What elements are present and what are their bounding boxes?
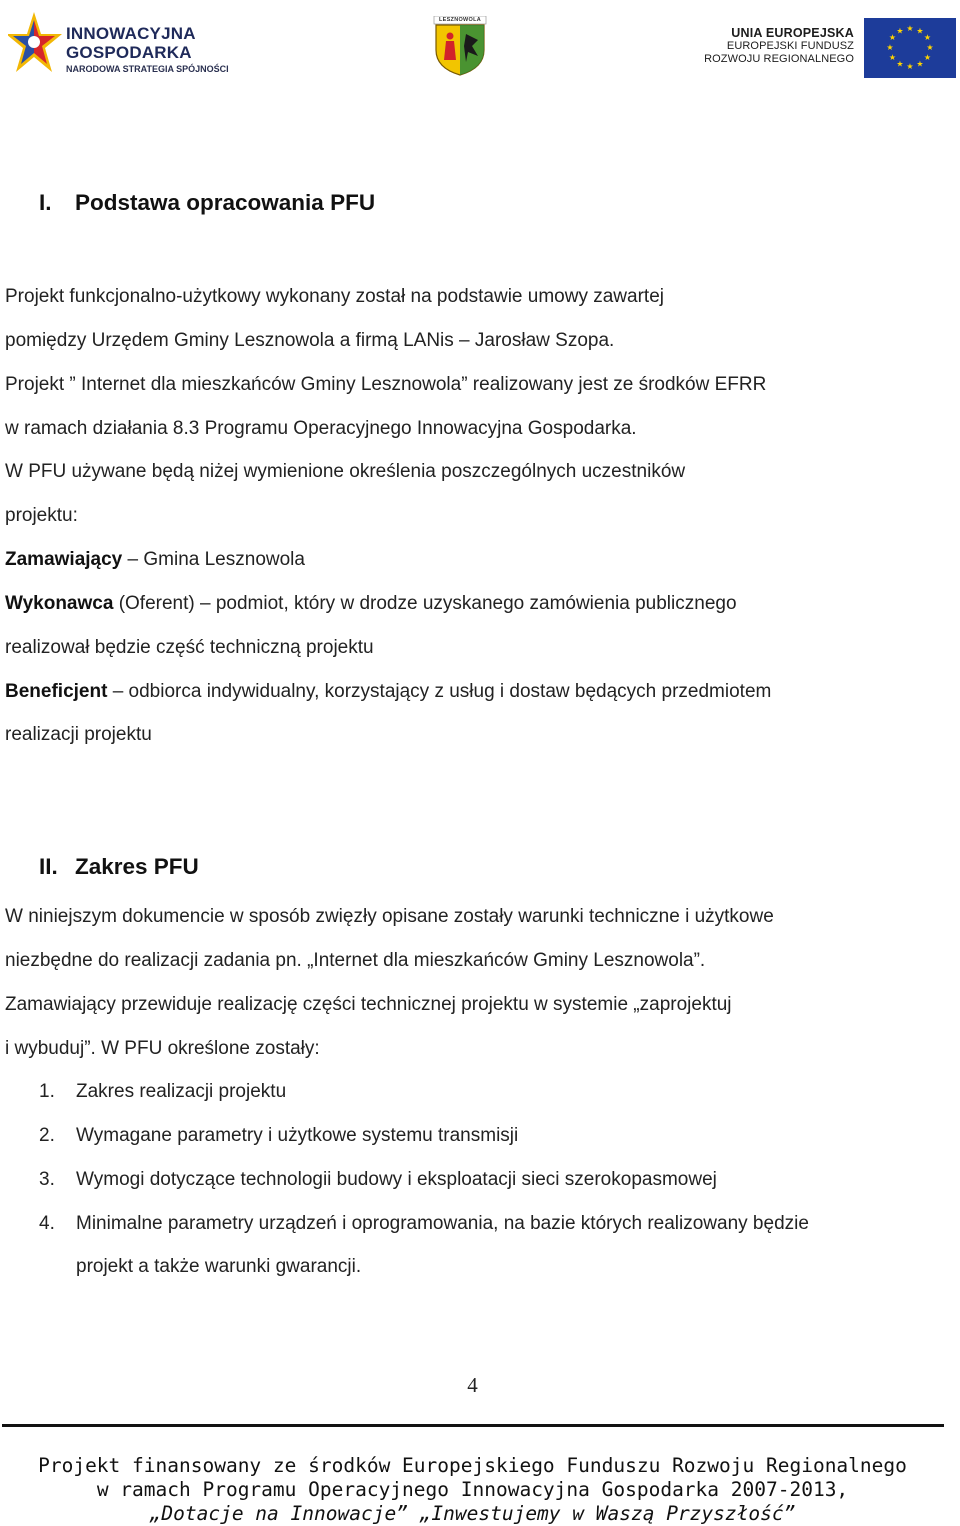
list-item-number: 4. xyxy=(39,1213,55,1234)
definition-text: – Gmina Lesznowola xyxy=(122,549,305,570)
svg-text:★: ★ xyxy=(896,26,904,36)
section-2-title: Zakres PFU xyxy=(75,854,199,879)
section-1-number: I. xyxy=(39,190,52,215)
definition-text: – odbiorca indywidualny, korzystający z usług i dostaw będących przedmiotem xyxy=(107,681,772,702)
list-item-number: 2. xyxy=(39,1125,55,1146)
svg-text:★: ★ xyxy=(886,43,894,52)
coat-of-arms-label: LESZNOWOLA xyxy=(438,17,482,23)
definition-wykonawca xyxy=(5,593,737,615)
paragraph-line: Projekt ” Internet dla mieszkańców Gminy Lesznowola” realizowany jest ze środków EFRR xyxy=(5,374,767,395)
list-item xyxy=(39,1125,518,1147)
list-item xyxy=(39,1081,286,1103)
list-item-text: Minimalne parametry urządzeń i oprogramowania, na bazie których realizowany będzie xyxy=(76,1213,809,1234)
paragraph-line: niezbędne do realizacji zadania pn. „Internet dla mieszkańców Gminy Lesznowola”. xyxy=(5,950,706,971)
eu-line1: UNIA EUROPEJSKA xyxy=(731,26,854,40)
paragraph-line: pomiędzy Urzędem Gminy Lesznowola a firmą LANis – Jarosław Szopa. xyxy=(5,330,615,351)
footer-line1: Projekt finansowany ze środków Europejskiego Funduszu Rozwoju Regionalnego xyxy=(38,1454,907,1477)
list-item-number: 3. xyxy=(39,1169,55,1190)
definition-continuation: realizacji projektu xyxy=(5,724,152,745)
svg-text:★: ★ xyxy=(888,53,897,62)
paragraph-line: Projekt funkcjonalno-użytkowy wykonany został na podstawie umowy zawartej xyxy=(5,286,664,307)
eu-line2: EUROPEJSKI FUNDUSZ xyxy=(726,40,854,52)
page-number: 4 xyxy=(467,1373,478,1397)
definition-term: Zamawiający xyxy=(5,549,123,570)
section-2-number: II. xyxy=(39,854,58,879)
list-item-text: Zakres realizacji projektu xyxy=(76,1081,287,1102)
lesznowola-coat-of-arms-icon xyxy=(432,16,488,76)
ig-logo-line2: GOSPODARKA xyxy=(66,43,192,62)
paragraph-line: projektu: xyxy=(5,505,78,526)
paragraph-line: W niniejszym dokumencie w sposób zwięzły opisane zostały warunki techniczne i użytkowe xyxy=(5,906,774,927)
section-1-title: Podstawa opracowania PFU xyxy=(75,190,376,215)
innowacyjna-gospodarka-logo xyxy=(8,10,228,80)
svg-text:★: ★ xyxy=(896,59,904,69)
definition-continuation: realizował będzie część techniczną projektu xyxy=(5,637,374,658)
footer-divider xyxy=(2,1424,944,1427)
list-item-text: Wymagane parametry i użytkowe systemu transmisji xyxy=(76,1125,519,1146)
svg-text:★: ★ xyxy=(916,26,924,36)
eu-text-block xyxy=(700,26,854,66)
page-header xyxy=(0,0,960,90)
ig-logo-line1: INNOWACYJNA xyxy=(66,24,196,43)
paragraph-line: W PFU używane będą niżej wymienione określenia poszczególnych uczestników xyxy=(5,461,686,482)
list-item-number: 1. xyxy=(39,1081,55,1102)
svg-text:★: ★ xyxy=(906,24,914,33)
list-item xyxy=(39,1213,809,1235)
svg-text:★: ★ xyxy=(916,59,924,69)
list-item-continuation: projekt a także warunki gwarancji. xyxy=(76,1256,362,1277)
definition-beneficjent xyxy=(5,681,771,703)
svg-text:★: ★ xyxy=(923,53,932,62)
section-2-heading xyxy=(39,854,199,880)
section-1-heading xyxy=(39,190,375,216)
svg-text:★: ★ xyxy=(888,33,897,42)
paragraph-line: w ramach działania 8.3 Programu Operacyjnego Innowacyjna Gospodarka. xyxy=(5,418,637,439)
definition-zamawiajacy xyxy=(5,549,305,571)
definition-term: Beneficjent xyxy=(5,681,108,702)
list-item xyxy=(39,1169,717,1191)
svg-text:★: ★ xyxy=(926,43,934,52)
definition-term: Wykonawca xyxy=(5,593,114,614)
eu-line3: ROZWOJU REGIONALNEGO xyxy=(704,53,854,65)
definition-text: (Oferent) – podmiot, który w drodze uzyskanego zamówienia publicznego xyxy=(113,593,737,614)
paragraph-line: i wybuduj”. W PFU określone zostały: xyxy=(5,1038,320,1059)
footer-line2: w ramach Programu Operacyjnego Innowacyjna Gospodarka 2007-2013, xyxy=(96,1478,849,1501)
ig-logo-text xyxy=(66,24,229,76)
ig-logo-line3: NARODOWA STRATEGIA SPÓJNOŚCI xyxy=(66,64,229,74)
svg-text:★: ★ xyxy=(923,33,932,42)
paragraph-line: Zamawiający przewiduje realizację części technicznej projektu w systemie „zaprojektuj xyxy=(5,994,732,1015)
footer-line3: „Dotacje na Innowacje” „Inwestujemy w Waszą Przyszłość” xyxy=(149,1502,796,1525)
list-item-text: Wymogi dotyczące technologii budowy i eksploatacji sieci szerokopasmowej xyxy=(76,1169,717,1190)
svg-text:★: ★ xyxy=(906,62,914,71)
ig-star-icon xyxy=(8,10,64,80)
eu-flag-icon xyxy=(864,18,956,78)
